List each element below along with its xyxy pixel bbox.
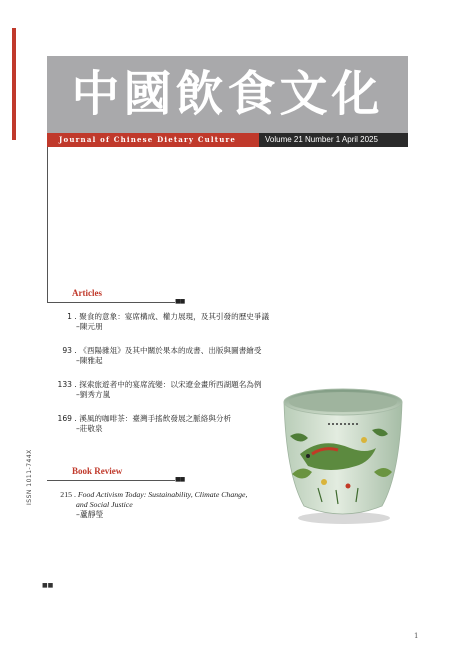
book-review-rule <box>47 480 175 481</box>
article-author: –陳雅起 <box>76 356 103 365</box>
book-review-heading: Book Review <box>72 466 123 476</box>
bowl-interior <box>289 392 397 412</box>
page-number: 1 <box>414 632 419 640</box>
rule-marker-icon: ■■ <box>175 476 185 483</box>
article-page: 93 <box>62 346 72 355</box>
journal-name: Journal of Chinese Dietary Culture <box>47 133 259 147</box>
review-page: 215 <box>60 490 72 499</box>
bowl-flower <box>321 479 327 485</box>
volume-info: Volume 21 Number 1 April 2025 <box>259 133 408 147</box>
article-entry[interactable]: 1 . 聚食的意象：宴席構成、權力展現，及其引發的歷史爭議 –陳元朋 <box>60 312 269 332</box>
article-title: 聚食的意象：宴席構成、權力展現，及其引發的歷史爭議 <box>79 312 270 321</box>
article-page: 1 <box>67 312 72 321</box>
article-entry[interactable]: 169 . 溪風的咖啡茶：臺灣手搖飲發展之脈絡與分析 –莊敬泉 <box>54 414 231 434</box>
review-title-line1: Food Activism Today: Sustainability, Climate Change, <box>77 490 248 499</box>
corner-marker-icon: ■■ <box>42 582 54 589</box>
porcelain-bowl-image <box>278 384 406 526</box>
masthead <box>47 56 408 133</box>
articles-heading: Articles <box>72 288 102 298</box>
review-title-line2: and Social Justice <box>76 500 133 509</box>
article-entry[interactable]: 133 . 探索旅遊者中的宴席流變：以宋遼金畫所西湖題名為例 –劉秀方嵐 <box>54 380 262 400</box>
bowl-fish-eye <box>306 454 310 458</box>
article-page: 133 <box>57 380 72 389</box>
article-author: –陳元朋 <box>76 322 103 331</box>
article-author: –劉秀方嵐 <box>76 390 111 399</box>
bowl-flower <box>346 484 351 489</box>
journal-info-bar <box>47 133 408 147</box>
journal-title: 中國飲食文化 <box>71 66 384 122</box>
article-page: 169 <box>57 414 72 423</box>
articles-rule <box>47 302 175 303</box>
article-title: 溪風的咖啡茶：臺灣手搖飲發展之脈絡與分析 <box>79 414 232 423</box>
book-review-entry[interactable]: 215 . Food Activism Today: Sustainability, Climate Change, and Social Justice –蘆靜瑩 <box>54 490 247 520</box>
rule-marker-icon: ■■ <box>175 298 185 305</box>
bowl-flower <box>361 437 367 443</box>
review-author: –蘆靜瑩 <box>76 510 104 519</box>
issn-label: ISSN 1011-744X <box>26 449 33 505</box>
article-entry[interactable]: 93 . 《酉陽雜俎》及其中關於果本的成書、出版與圖書繪受 –陳雅起 <box>56 346 262 366</box>
article-title: 《酉陽雜俎》及其中關於果本的成書、出版與圖書繪受 <box>79 346 262 355</box>
red-accent-bar <box>12 28 16 140</box>
article-title: 探索旅遊者中的宴席流變：以宋遼金畫所西湖題名為例 <box>79 380 262 389</box>
article-author: –莊敬泉 <box>76 424 103 433</box>
